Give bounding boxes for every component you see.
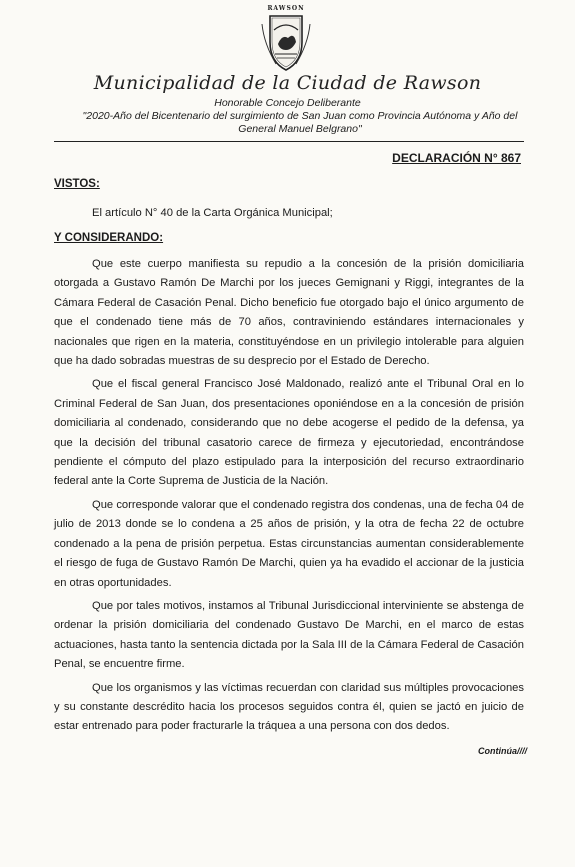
municipal-crest — [258, 4, 314, 74]
declaration-number: DECLARACIÓN N° 867 — [392, 151, 521, 165]
header-divider — [54, 141, 524, 142]
considerando-paragraph: Que corresponde valorar que el condenado registra dos condenas, una de fecha 04 de julio de 2013 donde se lo condena a 25 años de prisión, y la otra de fecha 22 de octubre condenado a la pena de prisión perpetua. Estas circunstancias aumentan considerablemente el riesgo de fuga de Gustavo Ramón De Marchi, quien ya ha evadido el accionar de la justicia en otras oportunidades. — [54, 498, 524, 589]
council-name: Honorable Concejo Deliberante — [214, 97, 361, 109]
considerando-paragraph: Que por tales motivos, instamos al Tribunal Jurisdiccional interviniente se abstenga de ordenar la prisión domiciliaria del condenado Gustavo De Marchi, en el marco de estas actuaciones, hasta tanto la sentencia dictada por la Sala III de la Cámara Federal de Casación Penal, se encuentre firme. — [54, 599, 524, 671]
continua-note: Continúa//// — [478, 746, 527, 756]
considerando-heading: Y CONSIDERANDO: — [54, 232, 164, 244]
considerando-paragraph: Que los organismos y las víctimas recuerdan con claridad sus múltiples provocaciones y su constante descrédito hacia los procesos seguidos contra él, quien se jactó en juicio de estar entrenado para poder fracturarle la tráquea a una persona con dos dedos. — [54, 681, 524, 733]
crest-label: RAWSON — [267, 5, 305, 12]
municipality-name: Municipalidad de la Ciudad de Rawson — [93, 72, 482, 94]
considerando-body — [54, 255, 524, 741]
vistos-text: El artículo N° 40 de la Carta Orgánica Municipal; — [92, 207, 333, 219]
considerando-paragraph: Que este cuerpo manifiesta su repudio a la concesión de la prisión domiciliaria otorgada a Gustavo Ramón De Marchi por los jueces Gemignani y Riggi, integrantes de la Cámara Federal de Casación Penal. Dicho beneficio fue otorgado bajo el único argumento de que el condenado tiene más de 70 años, contraviniendo estándares internacionales y nacionales que rigen en la materia, constituyéndose en un privilegio intolerable para alguien que ha dado sobradas muestras de su desprecio por el Estado de Derecho. — [54, 258, 524, 368]
year-motto: "2020-Año del Bicentenario del surgimiento de San Juan como Provincia Autónoma y Año del General Manuel Belgrano" — [82, 110, 518, 135]
vistos-heading: VISTOS: — [54, 178, 100, 190]
crest-shield-icon — [258, 4, 314, 74]
considerando-paragraph: Que el fiscal general Francisco José Maldonado, realizó ante el Tribunal Oral en lo Criminal Federal de San Juan, dos presentaciones oponiéndose en a la concesión de prisión domiciliaria al condenado, considerando que no debe acogerse el pedido de la defensa, ya que la decisión del tribunal casatorio carece de firmeza y ejecutoriedad, encontrándose pendiente el cómputo del plazo estipulado para la interposición del recurso extraordinario federal ante la Corte Suprema de Justicia de la Nación. — [54, 378, 524, 488]
